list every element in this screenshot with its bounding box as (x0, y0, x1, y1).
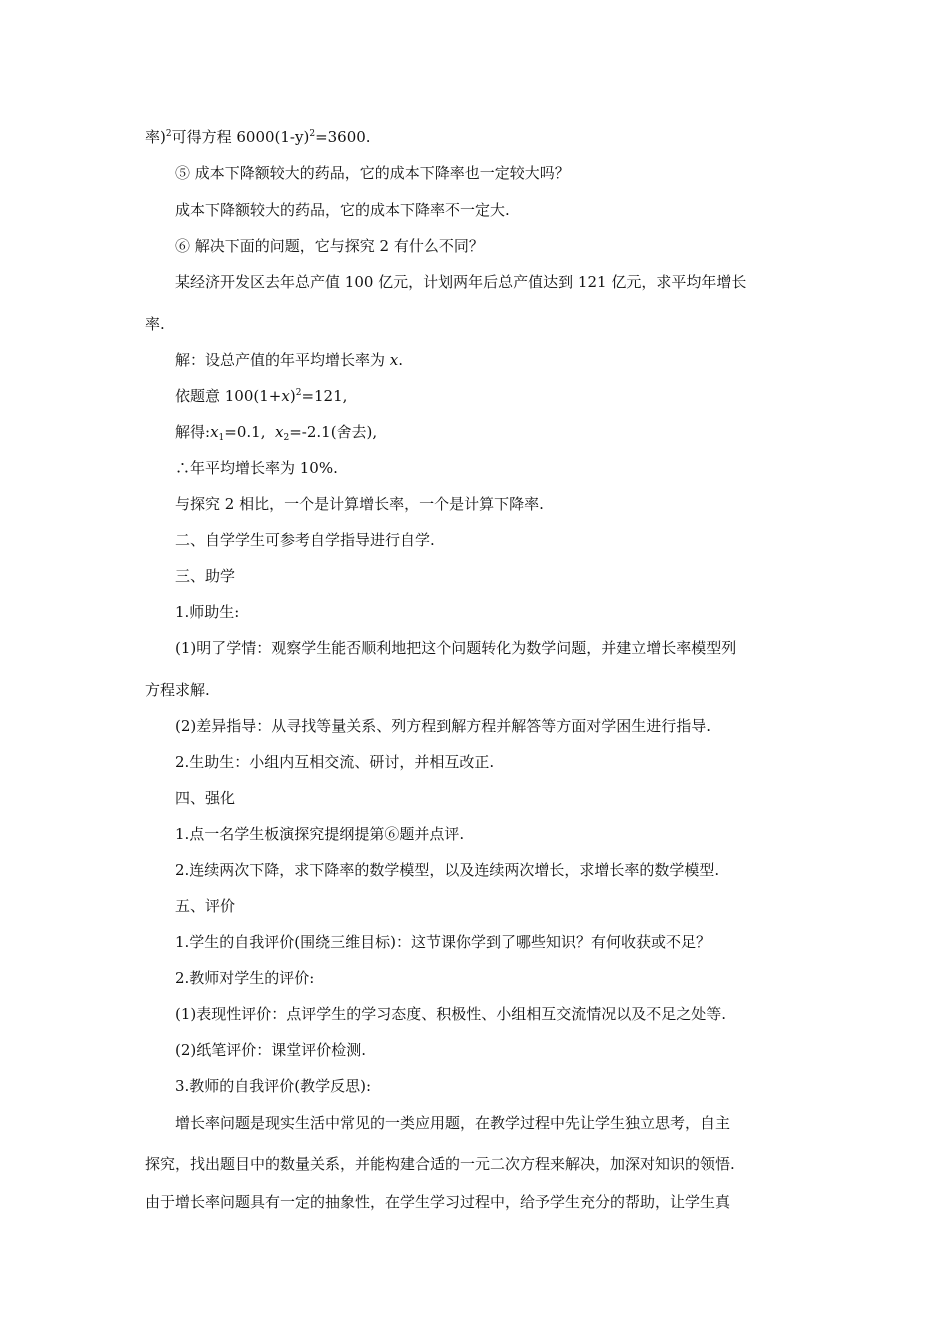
list-item: 1.点一名学生板演探究提纲提第⑥题并点评. (175, 825, 465, 843)
list-item: 2.教师对学生的评价: (175, 969, 315, 987)
problem-text: 某经济开发区去年总产值 100 亿元，计划两年后总产值达到 121 亿元，求平均年增长 (175, 273, 747, 291)
text-run: 依题意 100(1+ (175, 387, 282, 405)
comparison-note: 与探究 2 相比，一个是计算增长率，一个是计算下降率. (175, 495, 544, 513)
list-item: 1.学生的自我评价(围绕三维目标)：这节课你学到了哪些知识？有何收获或不足？ (175, 933, 712, 951)
solution-setup (175, 350, 403, 370)
text-run: 解：设总产值的年平均增长率为 (175, 351, 390, 369)
text-run: 解得: (175, 423, 211, 441)
list-item-cont: 方程求解. (145, 681, 210, 699)
question-5: ⑤ 成本下降额较大的药品，它的成本下降率也一定较大吗？ (175, 164, 570, 182)
list-item: (2)纸笔评价：课堂评价检测. (175, 1041, 367, 1059)
text-run: =3600. (315, 128, 371, 146)
question-6: ⑥ 解决下面的问题，它与探究 2 有什么不同？ (175, 237, 484, 255)
answer-5: 成本下降额较大的药品，它的成本下降率不一定大. (175, 201, 510, 219)
subscript: 1 (218, 433, 225, 443)
solution-conclusion: ∴年平均增长率为 10%. (175, 459, 338, 477)
section-heading-2: 二、自学学生可参考自学指导进行自学. (175, 531, 435, 549)
equation-line (145, 127, 371, 147)
variable: x (281, 387, 290, 405)
list-item: 3.教师的自我评价(教学反思): (175, 1077, 372, 1095)
section-heading-3: 三、助学 (175, 567, 236, 585)
problem-text-cont: 率. (145, 315, 165, 333)
text-run: 率) (145, 128, 166, 146)
text-run: 可得方程 6000(1-y) (171, 128, 310, 146)
variable: x (210, 423, 219, 441)
list-item: 2.生助生：小组内互相交流、研讨，并相互改正. (175, 753, 495, 771)
superscript: 2 (309, 129, 316, 139)
variable: x (275, 423, 284, 441)
text-run: =0.1, (224, 423, 275, 441)
list-item: 1.师助生: (175, 603, 240, 621)
section-heading-4: 四、强化 (175, 789, 236, 807)
section-heading-5: 五、评价 (175, 897, 236, 915)
text-run: =121, (301, 387, 348, 405)
list-item: (1)表现性评价：点评学生的学习态度、积极性、小组相互交流情况以及不足之处等. (175, 1005, 727, 1023)
subscript: 2 (283, 433, 290, 443)
reflection-paragraph-cont: 探究，找出题目中的数量关系，并能构建合适的一元二次方程来解决，加深对知识的领悟. (145, 1155, 735, 1173)
solution-equation (175, 386, 347, 406)
text-run: . (398, 351, 404, 369)
reflection-paragraph: 增长率问题是现实生活中常见的一类应用题，在教学过程中先让学生独立思考，自主 (175, 1114, 731, 1132)
text-run: =-2.1(舍去), (289, 423, 378, 441)
list-item: (2)差异指导：从寻找等量关系、列方程到解方程并解答等方面对学困生进行指导. (175, 717, 712, 735)
variable: x (389, 351, 399, 369)
list-item: (1)明了学情：观察学生能否顺利地把这个问题转化为数学问题，并建立增长率模型列 (175, 639, 737, 657)
text-run: ) (289, 387, 296, 405)
superscript: 2 (295, 388, 302, 398)
list-item: 2.连续两次下降，求下降率的数学模型，以及连续两次增长，求增长率的数学模型. (175, 861, 720, 879)
solution-roots (175, 422, 377, 442)
reflection-paragraph-cont: 由于增长率问题具有一定的抽象性，在学生学习过程中，给予学生充分的帮助，让学生真 (145, 1193, 731, 1211)
superscript: 2 (165, 129, 172, 139)
